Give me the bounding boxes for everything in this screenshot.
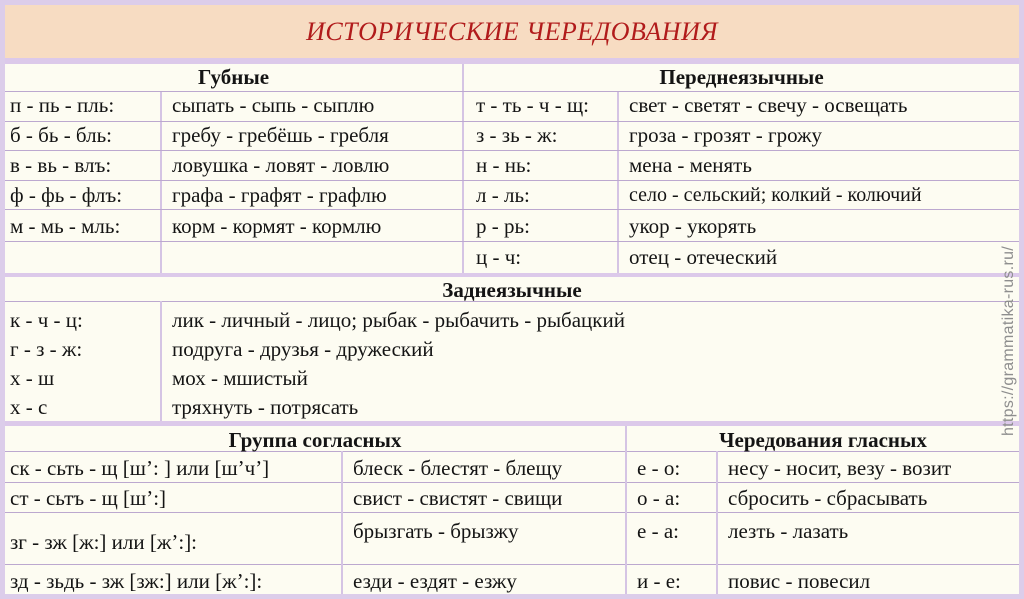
back-pattern: х - ш [10, 366, 55, 390]
divider [617, 91, 619, 273]
vowel-examples: несу - носит, везу - возит [728, 456, 952, 480]
front-pattern: ц - ч: [476, 245, 522, 269]
front-examples: мена - менять [629, 153, 752, 177]
vowel-pattern: о - а: [637, 486, 681, 510]
divider [5, 150, 1019, 151]
group-pattern: ст - сьтъ - щ [ш’:] [10, 486, 167, 510]
header-consonant-group: Группа согласных [228, 428, 402, 452]
divider [716, 451, 718, 594]
labial-examples: гребу - гребёшь - гребля [172, 123, 389, 147]
page-title: ИСТОРИЧЕСКИЕ ЧЕРЕДОВАНИЯ [306, 16, 718, 46]
vowel-examples: лезть - лазать [728, 519, 849, 543]
watermark-text: https://grammatika-rus.ru/ [1000, 245, 1018, 437]
front-examples: укор - укорять [629, 214, 757, 238]
labial-examples: корм - кормят - кормлю [172, 214, 382, 238]
group-examples: блеск - блестят - блещу [353, 456, 563, 480]
front-pattern: з - зь - ж: [476, 123, 558, 147]
divider [341, 451, 343, 594]
front-pattern: р - рь: [476, 214, 530, 238]
front-pattern: л - ль: [476, 183, 530, 207]
labial-pattern: б - бь - бль: [10, 123, 112, 147]
labial-examples: графа - графят - графлю [172, 183, 387, 207]
labial-pattern: ф - фь - флъ: [10, 183, 123, 207]
back-examples: подруга - друзья - дружеский [172, 337, 434, 361]
divider [5, 241, 1019, 242]
vowel-pattern: е - а: [637, 519, 679, 543]
alternations-table [5, 5, 1019, 594]
group-examples: свист - свистят - свищи [353, 486, 563, 510]
front-pattern: т - ть - ч - щ: [476, 93, 589, 117]
vowel-pattern: е - о: [637, 456, 681, 480]
divider [5, 512, 1019, 513]
title-bar [5, 5, 1019, 58]
group-examples: езди - ездят - езжу [353, 569, 517, 593]
separator [5, 273, 1019, 277]
back-pattern: к - ч - ц: [10, 308, 83, 332]
header-front-lingual: Переднеязычные [659, 65, 824, 89]
labial-examples: ловушка - ловят - ловлю [172, 153, 390, 177]
back-examples: мох - мшистый [172, 366, 308, 390]
divider [160, 301, 162, 421]
divider [5, 564, 1019, 565]
labial-examples: сыпать - сыпь - сыплю [172, 93, 375, 117]
front-examples: село - сельский; колкий - колючий [629, 184, 922, 206]
back-examples: тряхнуть - потрясать [172, 395, 359, 419]
labial-pattern: м - мь - мль: [10, 214, 121, 238]
front-pattern: н - нь: [476, 153, 532, 177]
divider [5, 121, 1019, 122]
separator [5, 58, 1019, 64]
group-pattern: зд - зьдь - зж [зж:] или [ж’:]: [10, 569, 263, 593]
vowel-pattern: и - е: [637, 569, 681, 593]
divider [5, 482, 1019, 483]
separator [5, 421, 1019, 426]
group-pattern: ск - сьть - щ [ш’: ] или [ш’ч’] [10, 456, 270, 480]
divider [5, 180, 1019, 181]
labial-pattern: в - вь - влъ: [10, 153, 112, 177]
divider [5, 209, 1019, 210]
labial-pattern: п - пь - пль: [10, 93, 115, 117]
front-examples: свет - светят - свечу - освещать [629, 93, 908, 117]
header-labial: Губные [197, 65, 270, 89]
back-examples: лик - личный - лицо; рыбак - рыбачить - рыбацкий [172, 308, 625, 332]
back-pattern: х - с [10, 395, 48, 419]
group-pattern: зг - зж [ж:] или [ж’:]: [10, 530, 198, 554]
front-examples: отец - отеческий [629, 245, 778, 269]
watermark [996, 216, 1022, 466]
header-back-lingual: Заднеязычные [442, 278, 582, 302]
divider [5, 91, 1019, 92]
vowel-examples: повис - повесил [728, 569, 871, 593]
vowel-examples: сбросить - сбрасывать [728, 486, 928, 510]
back-pattern: г - з - ж: [10, 337, 83, 361]
divider [160, 91, 162, 273]
front-examples: гроза - грозят - грожу [629, 123, 823, 147]
header-vowel-alternations: Чередования гласных [719, 428, 927, 452]
group-examples: брызгать - брызжу [353, 519, 519, 543]
